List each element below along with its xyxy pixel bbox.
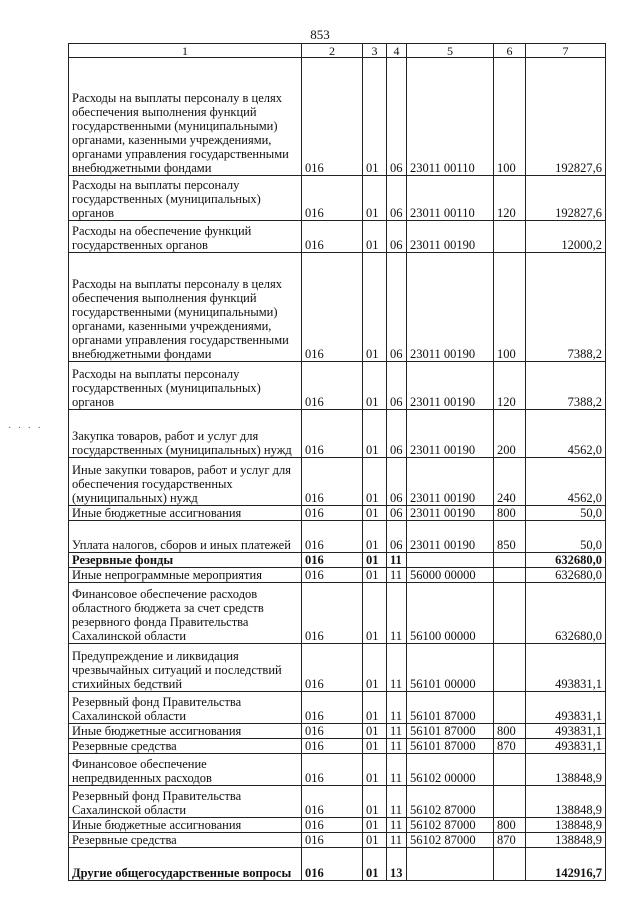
amount: 493831,1	[526, 739, 606, 754]
item-name: Иные бюджетные ассигнования	[69, 818, 302, 833]
section-code: 01	[363, 583, 387, 644]
ministry-code: 016	[302, 568, 363, 583]
subsection-code: 06	[387, 458, 407, 506]
section-code: 01	[363, 58, 387, 176]
ministry-code: 016	[302, 362, 363, 410]
expense-type	[494, 644, 526, 692]
budget-table-body	[69, 44, 606, 881]
target-article	[407, 848, 494, 881]
table-row	[69, 724, 606, 739]
amount: 192827,6	[526, 176, 606, 221]
target-article: 23011 00190	[407, 506, 494, 521]
amount: 4562,0	[526, 410, 606, 458]
amount: 138848,9	[526, 818, 606, 833]
page-number: 853	[310, 27, 330, 42]
target-article	[407, 553, 494, 568]
target-article: 23011 00190	[407, 410, 494, 458]
subsection-code: 13	[387, 848, 407, 881]
ministry-code: 016	[302, 521, 363, 553]
column-header: 6	[494, 44, 526, 58]
ministry-code: 016	[302, 221, 363, 253]
column-header: 4	[387, 44, 407, 58]
table-row	[69, 833, 606, 848]
ministry-code: 016	[302, 786, 363, 818]
table-row	[69, 692, 606, 724]
section-code: 01	[363, 786, 387, 818]
item-name: Иные закупки товаров, работ и услуг для обеспечения государственных (муниципальных) нужд	[69, 458, 302, 506]
item-name: Предупреждение и ликвидация чрезвычайных ситуаций и последствий стихийных бедствий	[69, 644, 302, 692]
expense-type: 100	[494, 58, 526, 176]
scan-artifact: · · · ·	[8, 423, 43, 434]
table-row	[69, 848, 606, 881]
section-code: 01	[363, 253, 387, 362]
target-article: 56100 00000	[407, 583, 494, 644]
ministry-code: 016	[302, 176, 363, 221]
expense-type: 870	[494, 833, 526, 848]
column-header: 2	[302, 44, 363, 58]
target-article: 23011 00190	[407, 521, 494, 553]
amount: 138848,9	[526, 754, 606, 786]
section-code: 01	[363, 848, 387, 881]
ministry-code: 016	[302, 692, 363, 724]
item-name: Резервные фонды	[69, 553, 302, 568]
target-article: 23011 00190	[407, 362, 494, 410]
item-name: Закупка товаров, работ и услуг для государственных (муниципальных) нужд	[69, 410, 302, 458]
section-code: 01	[363, 521, 387, 553]
item-name: Расходы на выплаты персоналу государственных (муниципальных) органов	[69, 362, 302, 410]
target-article: 56101 87000	[407, 692, 494, 724]
subsection-code: 06	[387, 410, 407, 458]
target-article: 23011 00190	[407, 253, 494, 362]
ministry-code: 016	[302, 848, 363, 881]
amount: 632680,0	[526, 568, 606, 583]
ministry-code: 016	[302, 833, 363, 848]
subsection-code: 06	[387, 221, 407, 253]
target-article: 23011 00190	[407, 221, 494, 253]
ministry-code: 016	[302, 754, 363, 786]
table-row	[69, 786, 606, 818]
section-code: 01	[363, 410, 387, 458]
section-code: 01	[363, 818, 387, 833]
amount: 493831,1	[526, 724, 606, 739]
table-row	[69, 568, 606, 583]
expense-type	[494, 553, 526, 568]
subsection-code: 06	[387, 58, 407, 176]
subsection-code: 11	[387, 583, 407, 644]
table-row	[69, 458, 606, 506]
item-name: Резервные средства	[69, 739, 302, 754]
expense-type: 800	[494, 506, 526, 521]
amount: 4562,0	[526, 458, 606, 506]
expense-type: 200	[494, 410, 526, 458]
ministry-code: 016	[302, 458, 363, 506]
column-header: 3	[363, 44, 387, 58]
section-code: 01	[363, 644, 387, 692]
item-name: Иные бюджетные ассигнования	[69, 724, 302, 739]
amount: 12000,2	[526, 221, 606, 253]
table-row	[69, 583, 606, 644]
table-row	[69, 818, 606, 833]
amount: 50,0	[526, 521, 606, 553]
subsection-code: 11	[387, 568, 407, 583]
item-name: Расходы на выплаты персоналу в целях обеспечения выполнения функций государственными (муниципальными) органами, казенными учреждениями, органами управления государственными внебюджетными фондами	[69, 253, 302, 362]
item-name: Резервные средства	[69, 833, 302, 848]
ministry-code: 016	[302, 410, 363, 458]
expense-type: 870	[494, 739, 526, 754]
expense-type: 100	[494, 253, 526, 362]
amount: 138848,9	[526, 833, 606, 848]
item-name: Иные бюджетные ассигнования	[69, 506, 302, 521]
section-code: 01	[363, 176, 387, 221]
ministry-code: 016	[302, 724, 363, 739]
subsection-code: 06	[387, 506, 407, 521]
expense-type: 120	[494, 362, 526, 410]
subsection-code: 11	[387, 833, 407, 848]
expense-type: 240	[494, 458, 526, 506]
section-code: 01	[363, 724, 387, 739]
amount: 142916,7	[526, 848, 606, 881]
expense-type	[494, 848, 526, 881]
expense-type	[494, 754, 526, 786]
section-code: 01	[363, 506, 387, 521]
amount: 632680,0	[526, 583, 606, 644]
table-row	[69, 739, 606, 754]
ministry-code: 016	[302, 583, 363, 644]
ministry-code: 016	[302, 253, 363, 362]
section-code: 01	[363, 458, 387, 506]
ministry-code: 016	[302, 58, 363, 176]
item-name: Расходы на обеспечение функций государственных органов	[69, 221, 302, 253]
section-code: 01	[363, 833, 387, 848]
expense-type	[494, 692, 526, 724]
section-code: 01	[363, 754, 387, 786]
expense-type: 800	[494, 724, 526, 739]
amount: 632680,0	[526, 553, 606, 568]
table-row	[69, 553, 606, 568]
target-article: 23011 00110	[407, 58, 494, 176]
table-row	[69, 221, 606, 253]
amount: 7388,2	[526, 253, 606, 362]
subsection-code: 11	[387, 786, 407, 818]
target-article: 56102 00000	[407, 754, 494, 786]
amount: 138848,9	[526, 786, 606, 818]
subsection-code: 11	[387, 644, 407, 692]
section-code: 01	[363, 692, 387, 724]
subsection-code: 06	[387, 521, 407, 553]
table-row	[69, 176, 606, 221]
subsection-code: 11	[387, 692, 407, 724]
item-name: Финансовое обеспечение расходов областного бюджета за счет средств резервного фонда Правительства Сахалинской области	[69, 583, 302, 644]
column-header: 5	[407, 44, 494, 58]
expense-type: 120	[494, 176, 526, 221]
item-name: Уплата налогов, сборов и иных платежей	[69, 521, 302, 553]
subsection-code: 11	[387, 553, 407, 568]
expense-type	[494, 786, 526, 818]
target-article: 56000 00000	[407, 568, 494, 583]
section-code: 01	[363, 221, 387, 253]
target-article: 56101 87000	[407, 724, 494, 739]
section-code: 01	[363, 362, 387, 410]
ministry-code: 016	[302, 644, 363, 692]
table-header-row	[69, 44, 606, 58]
subsection-code: 06	[387, 253, 407, 362]
target-article: 56101 87000	[407, 739, 494, 754]
ministry-code: 016	[302, 739, 363, 754]
expense-type	[494, 221, 526, 253]
target-article: 23011 00190	[407, 458, 494, 506]
amount: 192827,6	[526, 58, 606, 176]
subsection-code: 11	[387, 754, 407, 786]
expense-type	[494, 583, 526, 644]
expense-type: 800	[494, 818, 526, 833]
table-row	[69, 58, 606, 176]
section-code: 01	[363, 568, 387, 583]
item-name: Расходы на выплаты персоналу государственных (муниципальных) органов	[69, 176, 302, 221]
item-name: Резервный фонд Правительства Сахалинской области	[69, 692, 302, 724]
item-name: Другие общегосударственные вопросы	[69, 848, 302, 881]
table-row	[69, 644, 606, 692]
item-name: Финансовое обеспечение непредвиденных расходов	[69, 754, 302, 786]
target-article: 56102 87000	[407, 818, 494, 833]
target-article: 56101 00000	[407, 644, 494, 692]
table-row	[69, 506, 606, 521]
column-header: 7	[526, 44, 606, 58]
item-name: Иные непрограммные мероприятия	[69, 568, 302, 583]
subsection-code: 06	[387, 176, 407, 221]
expense-type	[494, 568, 526, 583]
section-code: 01	[363, 739, 387, 754]
ministry-code: 016	[302, 506, 363, 521]
budget-table	[68, 43, 606, 881]
amount: 493831,1	[526, 692, 606, 724]
amount: 493831,1	[526, 644, 606, 692]
item-name: Резервный фонд Правительства Сахалинской области	[69, 786, 302, 818]
column-header: 1	[69, 44, 302, 58]
table-row	[69, 253, 606, 362]
subsection-code: 11	[387, 818, 407, 833]
target-article: 56102 87000	[407, 786, 494, 818]
subsection-code: 11	[387, 739, 407, 754]
ministry-code: 016	[302, 553, 363, 568]
table-row	[69, 362, 606, 410]
target-article: 23011 00110	[407, 176, 494, 221]
table-row	[69, 754, 606, 786]
amount: 7388,2	[526, 362, 606, 410]
table-row	[69, 410, 606, 458]
target-article: 56102 87000	[407, 833, 494, 848]
ministry-code: 016	[302, 818, 363, 833]
subsection-code: 06	[387, 362, 407, 410]
table-row	[69, 521, 606, 553]
section-code: 01	[363, 553, 387, 568]
amount: 50,0	[526, 506, 606, 521]
subsection-code: 11	[387, 724, 407, 739]
expense-type: 850	[494, 521, 526, 553]
item-name: Расходы на выплаты персоналу в целях обеспечения выполнения функций государственными (муниципальными) органами, казенными учреждениями, органами управления государственными внебюджетными фондами	[69, 58, 302, 176]
